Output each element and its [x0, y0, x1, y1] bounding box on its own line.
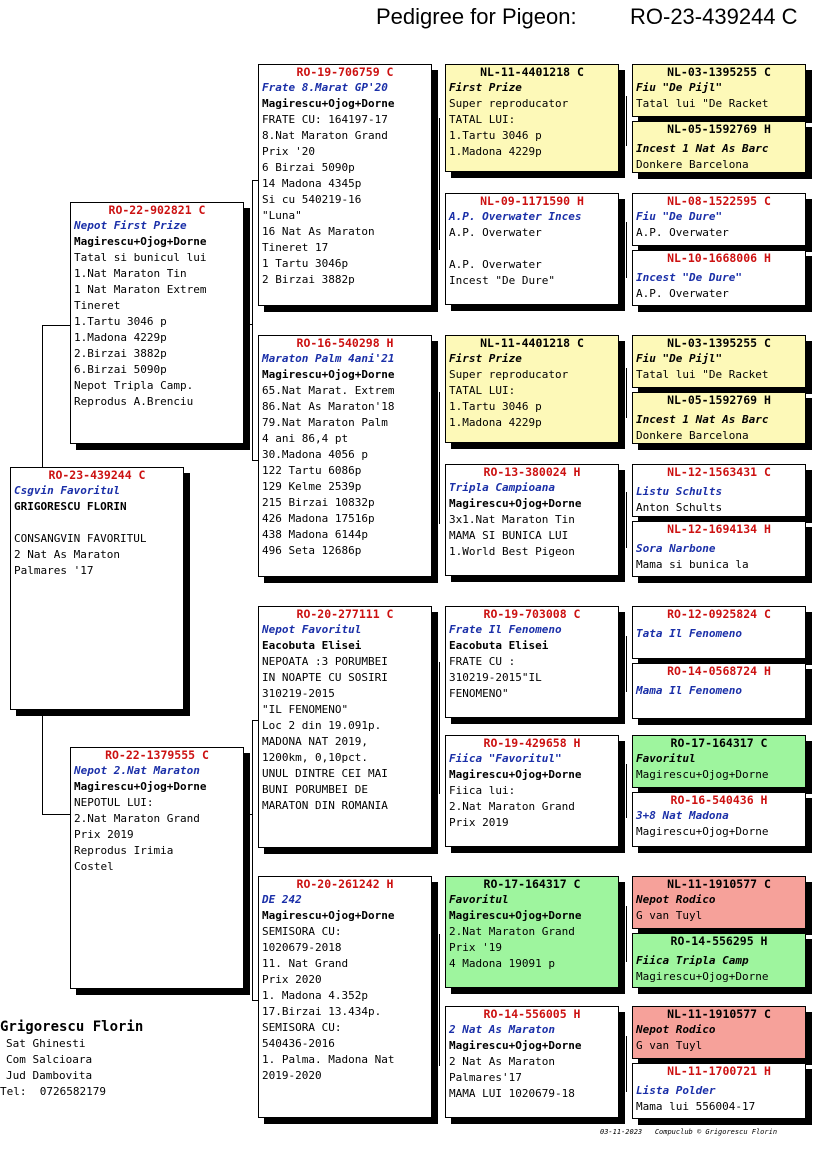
- pigeon-notes: Tatal si bunicul lui 1.Nat Maraton Tin 1 Nat Maraton Extrem Tineret 1.Tartu 3046 p 1.Madona 4229p 2.Birzai 3882p 6.Birzai 5090p Nepot Tripla Camp. Reprodus A.Brenciu: [74, 251, 207, 408]
- pigeon-card-sd[interactable]: [258, 335, 432, 577]
- pigeon-card-ss[interactable]: [258, 64, 432, 306]
- breeder: Super reproducator: [449, 368, 569, 381]
- pigeon-name: Incest 1 Nat As Barc: [636, 413, 769, 426]
- pigeon-card-g14[interactable]: [632, 933, 806, 988]
- pigeon-notes: 2.Nat Maraton Grand Prix '19 4 Madona 19091 p: [449, 925, 575, 970]
- pigeon-card-g3[interactable]: [632, 193, 806, 246]
- pigeon-card-ds[interactable]: [258, 606, 432, 848]
- breeder: Mama si bunica la: [636, 558, 749, 571]
- ring-number: NL-03-1395255 C: [667, 65, 771, 79]
- connector-line: [439, 118, 440, 250]
- pigeon-card-g12[interactable]: [632, 792, 806, 847]
- breeder: Magirescu+Ojog+Dorne: [449, 909, 582, 922]
- connector-line: [626, 368, 627, 418]
- pigeon-card-g2[interactable]: [632, 121, 806, 173]
- breeder: Mama lui 556004-17: [636, 1100, 756, 1113]
- pigeon-card-g8[interactable]: [632, 521, 806, 577]
- pigeon-card-g5[interactable]: [632, 335, 806, 388]
- connector-line: [42, 325, 70, 326]
- ring-number: RO-12-0925824 C: [667, 607, 771, 621]
- breeder: Eacobuta Elisei: [262, 639, 362, 652]
- pigeon-name: Frate Il Fenomeno: [449, 623, 562, 636]
- breeder: Tatal lui "De Racket: [636, 97, 769, 110]
- breeder: A.P. Overwater: [449, 226, 542, 239]
- breeder: Super reproducator: [449, 97, 569, 110]
- connector-line: [42, 325, 43, 468]
- breeder: A.P. Overwater: [636, 287, 729, 300]
- pigeon-name: Fiica Tripla Camp: [636, 954, 749, 967]
- footer: [600, 1128, 777, 1136]
- pigeon-notes: NEPOATA :3 PORUMBEI IN NOAPTE CU SOSIRI 310219-2015 "IL FENOMENO" Loc 2 din 19.091p. MADONA NAT 2019, 1200km, 0,10pct. UNUL DINTRE CEI MAI BUNI PORUMBEI DE MARATON DIN ROMANIA: [262, 655, 388, 812]
- pigeon-card-g6[interactable]: [632, 392, 806, 444]
- pigeon-card-sire[interactable]: [70, 202, 244, 444]
- pigeon-card-sds[interactable]: [445, 335, 619, 443]
- ring-number: NL-12-1563431 C: [667, 465, 771, 479]
- ring-number: RO-22-902821 C: [108, 203, 206, 217]
- ring-number: RO-16-540436 H: [670, 793, 768, 807]
- breeder: Donkere Barcelona: [636, 429, 749, 442]
- connector-line: [252, 720, 253, 1000]
- title-ring: RO-23-439244 C: [630, 4, 798, 29]
- breeder: Magirescu+Ojog+Dorne: [74, 780, 207, 793]
- ring-number: RO-17-164317 C: [670, 736, 768, 750]
- breeder: Magirescu+Ojog+Dorne: [636, 768, 769, 781]
- breeder: A.P. Overwater: [636, 226, 729, 239]
- pigeon-card-dd[interactable]: [258, 876, 432, 1118]
- pigeon-name: First Prize: [449, 352, 522, 365]
- ring-number: NL-11-4401218 C: [480, 336, 584, 350]
- pigeon-name: Frate 8.Marat GP'20: [262, 81, 388, 94]
- pigeon-card-sdd[interactable]: [445, 464, 619, 576]
- ring-number: NL-11-1700721 H: [667, 1064, 771, 1078]
- pigeon-card-subject[interactable]: [10, 467, 184, 710]
- connector-line: [626, 1036, 627, 1092]
- ring-number: NL-11-4401218 C: [480, 65, 584, 79]
- pigeon-name: Nepot First Prize: [74, 219, 187, 232]
- connector-line: [439, 934, 440, 1066]
- connector-line: [248, 814, 252, 815]
- pigeon-notes: TATAL LUI: 1.Tartu 3046 p 1.Madona 4229p: [449, 384, 542, 429]
- pigeon-name: Sora Narbone: [636, 542, 716, 555]
- pigeon-name: Nepot Rodico: [636, 1023, 716, 1036]
- pigeon-name: Nepot Rodico: [636, 893, 716, 906]
- pigeon-notes: NEPOTUL LUI: 2.Nat Maraton Grand Prix 2019 Reprodus Irimia Costel: [74, 796, 200, 873]
- breeder: Tatal lui "De Racket: [636, 368, 769, 381]
- pigeon-notes: FRATE CU : 310219-2015"IL FENOMENO": [449, 655, 542, 700]
- breeder: Magirescu+Ojog+Dorne: [449, 1039, 582, 1052]
- breeder: Magirescu+Ojog+Dorne: [262, 97, 395, 110]
- pigeon-card-g11[interactable]: [632, 735, 806, 788]
- pigeon-name: Listu Schults: [636, 485, 723, 498]
- breeder: G van Tuyl: [636, 1039, 703, 1052]
- breeder: G van Tuyl: [636, 909, 703, 922]
- ring-number: RO-16-540298 H: [296, 336, 394, 350]
- pigeon-name: Fiu "De Pijl": [636, 81, 723, 94]
- pigeon-name: Maraton Palm 4ani'21: [262, 352, 395, 365]
- breeder: Magirescu+Ojog+Dorne: [74, 235, 207, 248]
- pigeon-notes: CONSANGVIN FAVORITUL 2 Nat As Maraton Palmares '17: [14, 532, 147, 577]
- pigeon-card-g7[interactable]: [632, 464, 806, 517]
- pigeon-name: DE 242: [262, 893, 302, 906]
- connector-line: [626, 636, 627, 692]
- pigeon-name: Tata Il Fenomeno: [636, 627, 742, 640]
- connector-line: [626, 96, 627, 146]
- ring-number: NL-11-1910577 C: [667, 1007, 771, 1021]
- ring-number: RO-19-429658 H: [483, 736, 581, 750]
- title-label: Pedigree for Pigeon:: [376, 4, 577, 29]
- pigeon-name: Incest 1 Nat As Barc: [636, 142, 769, 155]
- breeder: GRIGORESCU FLORIN: [14, 500, 127, 513]
- pigeon-notes: A.P. Overwater Incest "De Dure": [449, 258, 555, 287]
- pigeon-name: Fiu "De Pijl": [636, 352, 723, 365]
- connector-line: [252, 180, 253, 460]
- ring-number: RO-23-439244 C: [48, 468, 146, 482]
- ring-number: RO-14-556005 H: [483, 1007, 581, 1021]
- ring-number: NL-08-1522595 C: [667, 194, 771, 208]
- breeder: Magirescu+Ojog+Dorne: [449, 497, 582, 510]
- pigeon-card-ssd[interactable]: [445, 193, 619, 305]
- connector-line: [42, 814, 70, 815]
- pigeon-notes: 3x1.Nat Maraton Tin MAMA SI BUNICA LUI 1.World Best Pigeon: [449, 513, 575, 558]
- pigeon-name: A.P. Overwater Inces: [449, 210, 582, 223]
- connector-line: [42, 714, 43, 814]
- connector-line: [626, 906, 627, 962]
- ring-number: RO-19-703008 C: [483, 607, 581, 621]
- pigeon-name: Nepot 2.Nat Maraton: [74, 764, 200, 777]
- ring-number: RO-14-556295 H: [670, 934, 768, 948]
- ring-number: RO-14-0568724 H: [667, 664, 771, 678]
- breeder: Magirescu+Ojog+Dorne: [262, 368, 395, 381]
- pigeon-card-g1[interactable]: [632, 64, 806, 117]
- breeder: Magirescu+Ojog+Dorne: [636, 825, 769, 838]
- ring-number: RO-20-277111 C: [296, 607, 394, 621]
- pigeon-name: Tripla Campioana: [449, 481, 555, 494]
- breeder: Donkere Barcelona: [636, 158, 749, 171]
- pigeon-notes: Fiica lui: 2.Nat Maraton Grand Prix 2019: [449, 784, 575, 829]
- ring-number: NL-10-1668006 H: [667, 251, 771, 265]
- pigeon-card-g15[interactable]: [632, 1006, 806, 1059]
- ring-number: NL-05-1592769 H: [667, 393, 771, 407]
- pigeon-card-g10[interactable]: [632, 663, 806, 719]
- pigeon-name: Mama Il Fenomeno: [636, 684, 742, 697]
- pigeon-card-dss[interactable]: [445, 606, 619, 718]
- pigeon-name: Csgvin Favoritul: [14, 484, 120, 497]
- pigeon-notes: 65.Nat Marat. Extrem 86.Nat As Maraton'18 79.Nat Maraton Palm 4 ani 86,4 pt 30.Madona 4056 p 122 Tartu 6086p 129 Kelme 2539p 215 Birzai 10832p 426 Madona 17516p 438 Madona 6144p 496 Seta 12686p: [262, 384, 395, 557]
- pigeon-name: 3+8 Nat Madona: [636, 809, 729, 822]
- pigeon-card-g4[interactable]: [632, 250, 806, 306]
- pigeon-name: Favoritul: [636, 752, 696, 765]
- footer-credit: Compuclub © Grigorescu Florin: [654, 1128, 778, 1136]
- connector-line: [439, 392, 440, 524]
- pigeon-card-dds[interactable]: [445, 876, 619, 988]
- ring-number: RO-19-706759 C: [296, 65, 394, 79]
- breeder: Anton Schults: [636, 501, 723, 514]
- pigeon-name: Incest "De Dure": [636, 271, 742, 284]
- footer-date: 03-11-2023: [600, 1128, 643, 1136]
- ring-number: RO-17-164317 C: [483, 877, 581, 891]
- breeder: Magirescu+Ojog+Dorne: [262, 909, 395, 922]
- pigeon-name: Fiu "De Dure": [636, 210, 723, 223]
- owner-address-line: Com Salcioara: [6, 1053, 93, 1066]
- pigeon-card-sss[interactable]: [445, 64, 619, 172]
- ring-number: RO-22-1379555 C: [105, 748, 209, 762]
- owner-address-line: Jud Dambovita: [6, 1069, 93, 1082]
- ring-number: NL-05-1592769 H: [667, 122, 771, 136]
- ring-number: NL-12-1694134 H: [667, 522, 771, 536]
- pigeon-card-dam[interactable]: [70, 747, 244, 989]
- pigeon-name: First Prize: [449, 81, 522, 94]
- pigeon-notes: TATAL LUI: 1.Tartu 3046 p 1.Madona 4229p: [449, 113, 542, 158]
- connector-line: [626, 764, 627, 818]
- connector-line: [248, 324, 252, 325]
- pigeon-card-ddd[interactable]: [445, 1006, 619, 1118]
- breeder: Magirescu+Ojog+Dorne: [636, 970, 769, 983]
- breeder: Eacobuta Elisei: [449, 639, 549, 652]
- breeder: Magirescu+Ojog+Dorne: [449, 768, 582, 781]
- pigeon-card-g9[interactable]: [632, 606, 806, 659]
- pigeon-notes: 2 Nat As Maraton Palmares'17 MAMA LUI 1020679-18: [449, 1055, 575, 1100]
- connector-line: [626, 492, 627, 548]
- pigeon-card-dsd[interactable]: [445, 735, 619, 847]
- owner-info: [0, 1018, 143, 1100]
- page-title: [376, 4, 798, 30]
- owner-name: Grigorescu Florin: [0, 1019, 144, 1035]
- pigeon-name: 2 Nat As Maraton: [449, 1023, 555, 1036]
- pigeon-name: Favoritul: [449, 893, 509, 906]
- owner-phone: Tel: 0726582179: [0, 1085, 106, 1098]
- ring-number: NL-03-1395255 C: [667, 336, 771, 350]
- pigeon-card-g13[interactable]: [632, 876, 806, 929]
- pigeon-name: Nepot Favoritul: [262, 623, 362, 636]
- connector-line: [439, 662, 440, 794]
- ring-number: RO-20-261242 H: [296, 877, 394, 891]
- ring-number: RO-13-380024 H: [483, 465, 581, 479]
- pigeon-notes: SEMISORA CU: 1020679-2018 11. Nat Grand Prix 2020 1. Madona 4.352p 17.Birzai 13.434p. SEMISORA CU: 540436-2016 1. Palma. Madona Nat 2019-2020: [262, 925, 395, 1082]
- pigeon-notes: FRATE CU: 164197-17 8.Nat Maraton Grand Prix '20 6 Birzai 5090p 14 Madona 4345p Si cu 540219-16 "Luna" 16 Nat As Maraton Tineret 17 1 Tartu 3046p 2 Birzai 3882p: [262, 113, 388, 286]
- pigeon-name: Fiica "Favoritul": [449, 752, 562, 765]
- owner-address-line: Sat Ghinesti: [6, 1037, 86, 1050]
- ring-number: NL-11-1910577 C: [667, 877, 771, 891]
- pigeon-card-g16[interactable]: [632, 1063, 806, 1119]
- pigeon-name: Lista Polder: [636, 1084, 716, 1097]
- ring-number: NL-09-1171590 H: [480, 194, 584, 208]
- connector-line: [626, 222, 627, 278]
